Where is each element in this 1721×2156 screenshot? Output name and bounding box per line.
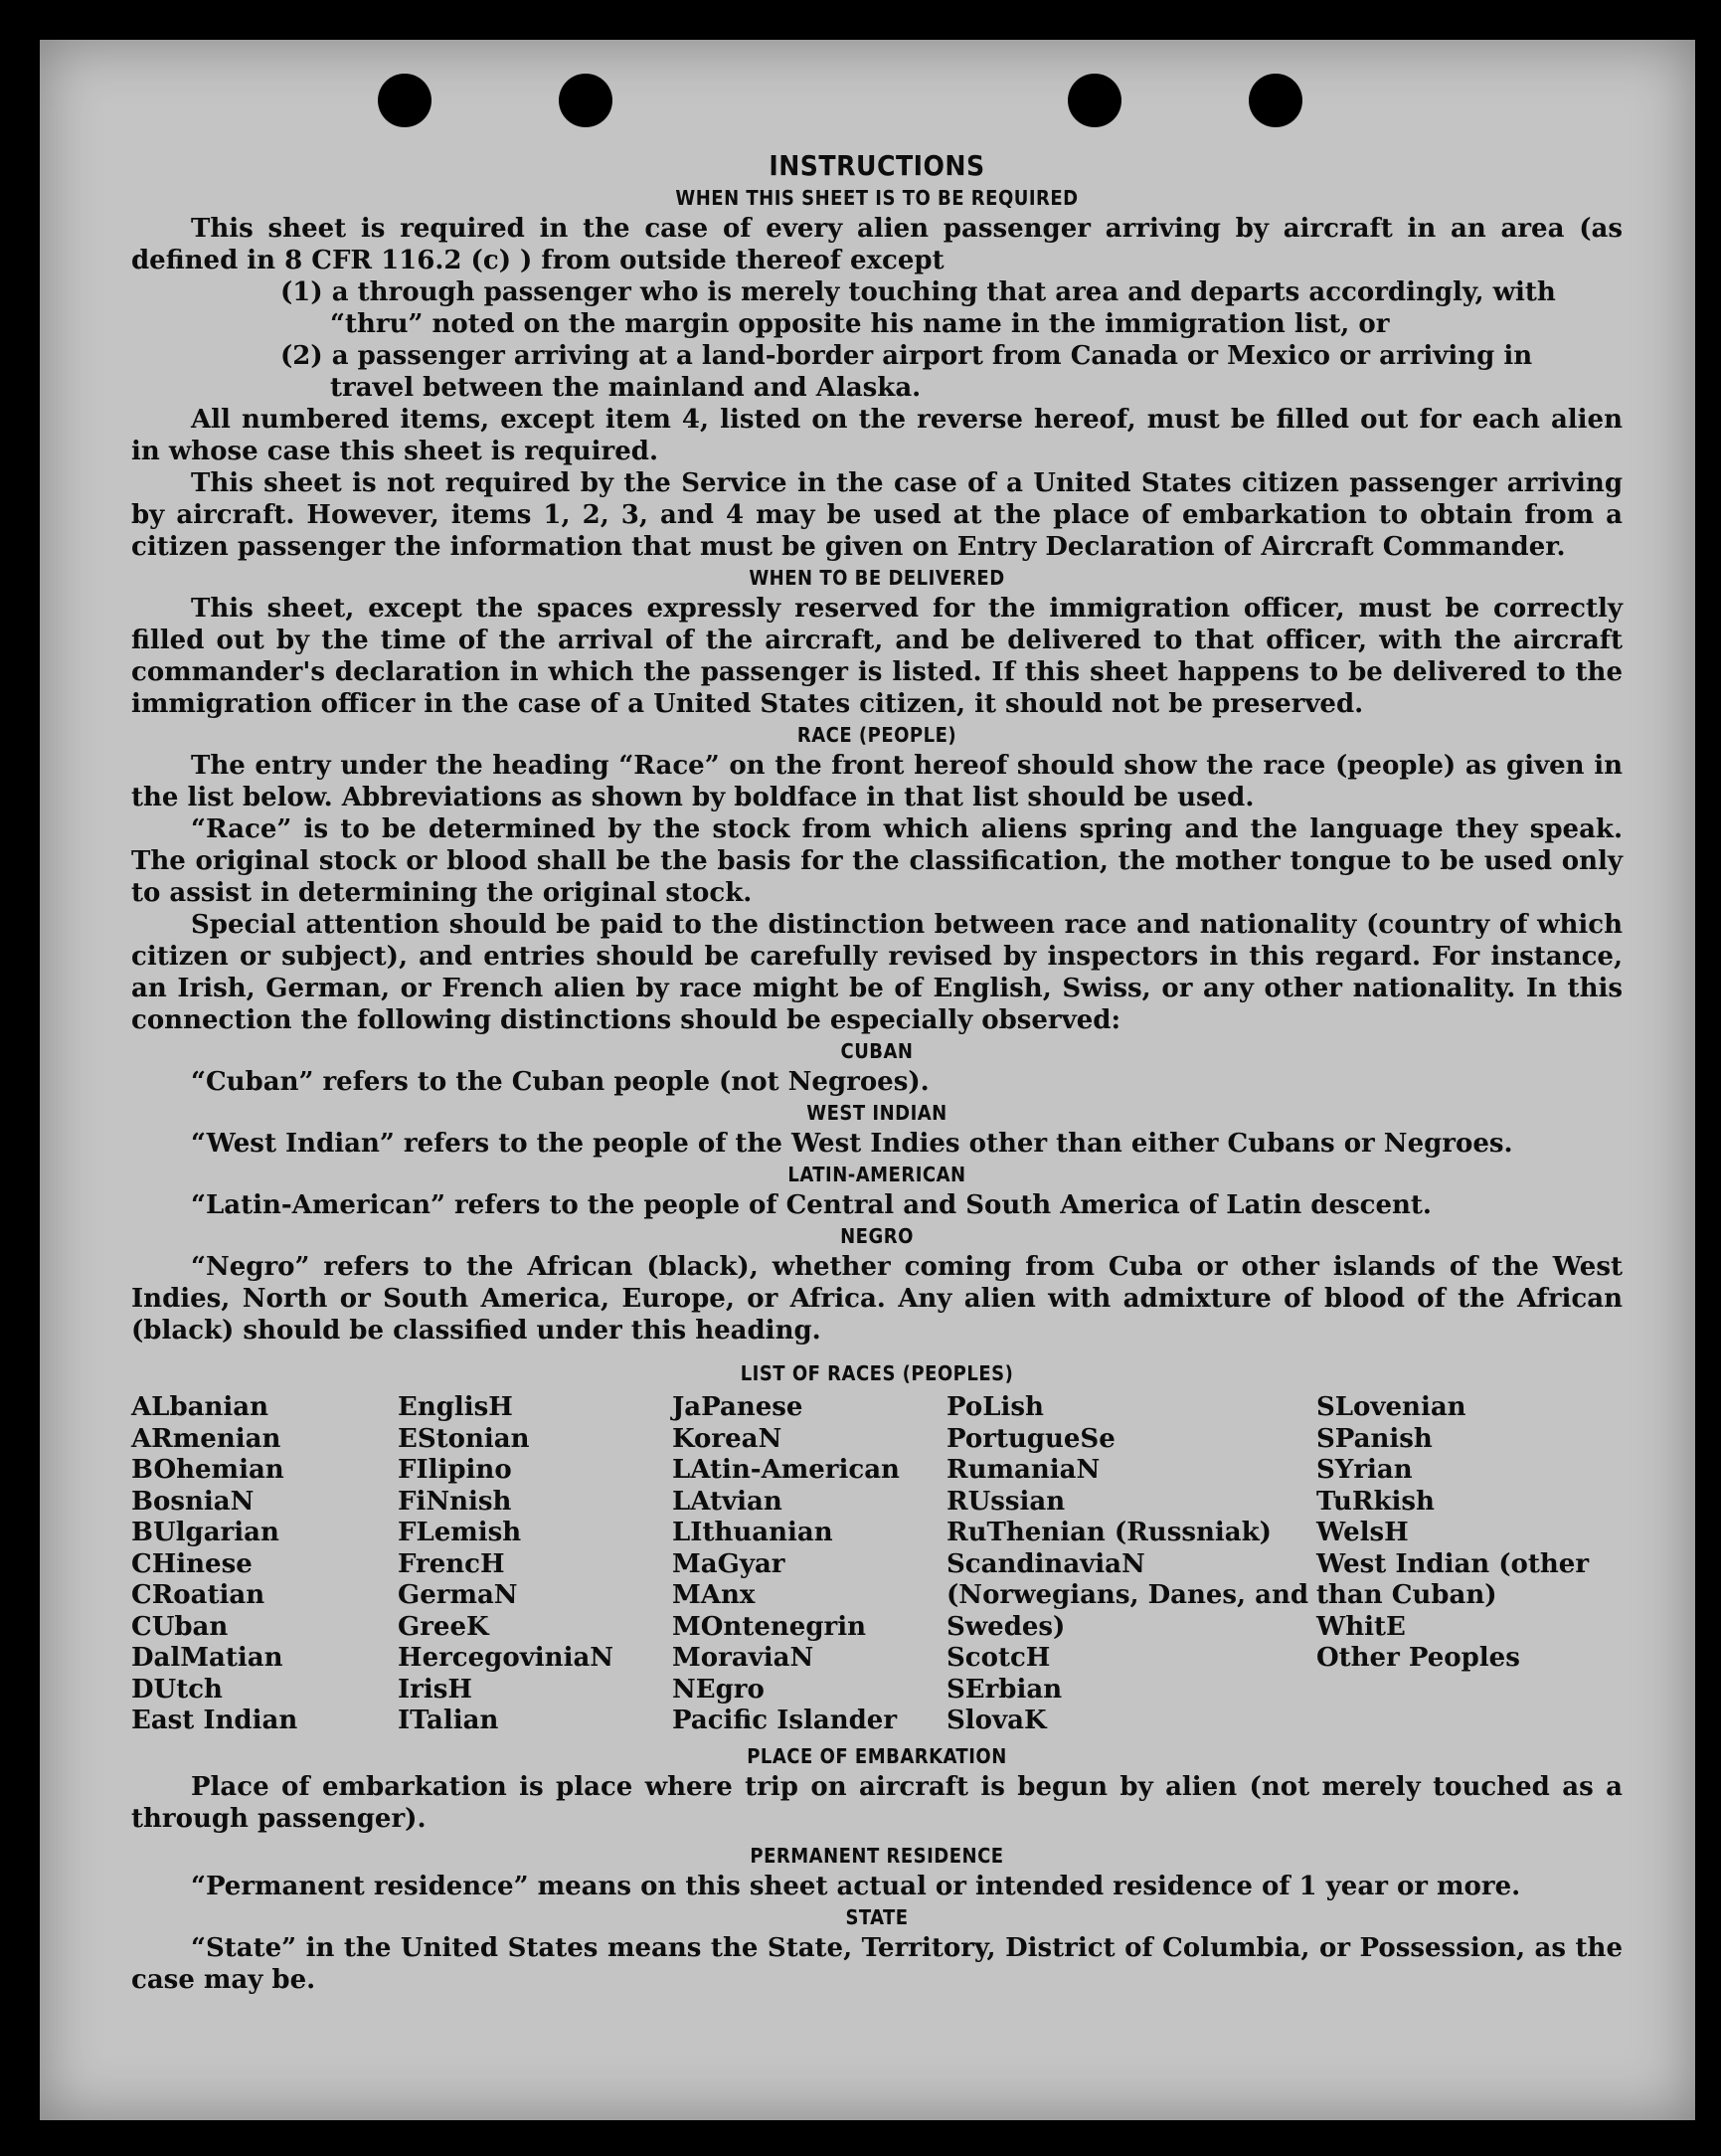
race-entry: ScandinaviaN (Norwegians, Danes, and Swedes) [947,1548,1309,1642]
paragraph: This sheet is not required by the Service in the case of a United States citizen passenger arriving by aircraft. However, items 1, 2, 3, and 4 may be used at the place of embarkation to obtain from a citizen passenger the information that must be given on Entry Declaration of Aircraft Commander. [131,468,1623,562]
race-column [672,1392,947,1737]
race-entry: SlovaK [947,1706,1047,1735]
section-heading-residence: PERMANENT RESIDENCE [750,1843,1004,1868]
race-entry: RuThenian (Russniak) [947,1518,1272,1547]
definition: “Cuban” refers to the Cuban people (not Negroes). [191,1067,930,1097]
punch-hole [1249,74,1302,127]
race-entry: BUlgarian [131,1518,279,1547]
subheading-west-indian: WEST INDIAN [806,1101,947,1125]
race-entry: BOhemian [131,1455,284,1485]
race-entry: FiNnish [398,1486,512,1517]
race-entry: ARmenian [131,1423,281,1454]
race-column [131,1392,398,1737]
exception-item: (1) a through passenger who is merely touching that area and departs accordingly, with “thru” noted on the margin opposite his name in the immigration list, or [280,277,1556,339]
race-entry: WhitE [1316,1611,1406,1642]
race-entry: DalMatian [131,1643,283,1673]
race-column [1316,1392,1615,1737]
race-entry: GermaN [398,1580,518,1610]
race-entry: Pacific Islander [672,1706,898,1735]
race-entry: ITalian [398,1706,499,1735]
race-entry: EStonian [398,1423,530,1454]
subheading-negro: NEGRO [840,1224,914,1248]
race-entry: MaGyar [672,1548,785,1579]
race-entry: Other Peoples [1316,1643,1520,1673]
punch-hole [378,74,431,127]
race-entry: MOntenegrin [672,1611,866,1642]
section-heading-state: STATE [845,1904,909,1929]
race-entry: FrencH [398,1548,505,1579]
race-entry: KoreaN [672,1423,782,1454]
paragraph: This sheet, except the spaces expressly reserved for the immigration officer, must be correctly filled out by the time of the arrival of the aircraft, and be delivered to that officer, with the aircraft commander's declaration in which the passenger is listed. If this sheet happens to be delivered to the immigration officer in the case of a United States citizen, it should not be preserved. [131,594,1623,719]
paragraph: All numbered items, except item 4, listed on the reverse hereof, must be filled out for each alien in whose case this sheet is required. [131,405,1623,466]
definition: “Latin-American” refers to the people of Central and South America of Latin descent. [191,1190,1432,1220]
race-column [947,1392,1316,1737]
race-entry: SLovenian [1316,1392,1466,1422]
race-entry: SErbian [947,1674,1063,1705]
paragraph: “Permanent residence” means on this sheet actual or intended residence of 1 year or more. [191,1871,1521,1901]
section-heading-race: RACE (PEOPLE) [796,723,957,747]
race-entry: NEgro [672,1674,765,1705]
race-entry: West Indian (other than Cuban) [1316,1548,1590,1610]
race-entry: LAtvian [672,1486,782,1517]
race-entry: DUtch [131,1674,223,1705]
definition: “Negro” refers to the African (black), whether coming from Cuba or other islands of the West Indies, North or South America, Europe, or Africa. Any alien with admixture of blood of the African (black) should be classified under this heading. [131,1252,1623,1346]
race-entry: BosniaN [131,1486,255,1517]
race-entry: WelsH [1316,1518,1409,1547]
race-entry: ScotcH [947,1643,1051,1673]
race-entry: MoraviaN [672,1643,814,1673]
race-column [398,1392,672,1737]
punch-hole [559,74,612,127]
race-entry: IrisH [398,1674,472,1705]
race-entry: SYrian [1316,1455,1413,1485]
instructions-body [131,149,1623,1996]
paragraph: “Race” is to be determined by the stock from which aliens spring and the language they speak. The original stock or blood shall be the basis for the classification, the mother tongue to be used only to assist in determining the original stock. [131,814,1623,908]
race-entry: CHinese [131,1548,253,1579]
race-entry: HercegoviniaN [398,1643,614,1673]
race-entry: EnglisH [398,1392,513,1422]
section-heading-embarkation: PLACE OF EMBARKATION [747,1743,1007,1768]
section-heading-when-delivered: WHEN TO BE DELIVERED [749,566,1005,590]
race-entry: CUban [131,1611,229,1642]
race-entry: PoLish [947,1392,1044,1422]
race-entry: RumaniaN [947,1455,1101,1485]
document-sheet [40,40,1695,2120]
race-entry: MAnx [672,1580,756,1610]
paragraph: Special attention should be paid to the distinction between race and nationality (country of which citizen or subject), and entries should be carefully revised by inspectors in this regard. For instance, an Irish, German, or French alien by race might be of English, Swiss, or any other nationality. In this connection the following distinctions should be especially observed: [131,910,1623,1035]
race-entry: East Indian [131,1706,298,1735]
list-of-races-heading: LIST OF RACES (PEOPLES) [740,1361,1014,1385]
race-entry: GreeK [398,1611,489,1642]
race-list [131,1392,1623,1737]
paragraph: This sheet is required in the case of every alien passenger arriving by aircraft in an area (as defined in 8 CFR 116.2 (c) ) from outside thereof except [131,214,1623,275]
page-title: INSTRUCTIONS [769,149,985,182]
race-entry: JaPanese [672,1392,803,1422]
exception-item: (2) a passenger arriving at a land-border airport from Canada or Mexico or arriving in travel between the mainland and Alaska. [280,341,1533,403]
section-heading-when-required: WHEN THIS SHEET IS TO BE REQUIRED [675,186,1079,210]
race-entry: CRoatian [131,1580,265,1610]
race-entry: TuRkish [1316,1486,1435,1517]
race-entry: ALbanian [131,1392,269,1422]
punch-hole [1068,74,1121,127]
paragraph: “State” in the United States means the State, Territory, District of Columbia, or Possession, as the case may be. [131,1932,1623,1995]
race-entry: FLemish [398,1518,522,1547]
race-entry: PortugueSe [947,1423,1116,1454]
subheading-cuban: CUBAN [840,1039,914,1063]
paragraph: Place of embarkation is place where trip on aircraft is begun by alien (not merely touched as a through passenger). [131,1771,1623,1834]
subheading-latin-american: LATIN-AMERICAN [787,1163,966,1186]
paragraph: The entry under the heading “Race” on the front hereof should show the race (people) as given in the list below. Abbreviations as shown by boldface in that list should be used. [131,751,1623,812]
race-entry: RUssian [947,1486,1066,1517]
definition: “West Indian” refers to the people of the West Indies other than either Cubans or Negroes. [191,1129,1513,1159]
race-entry: LAtin-American [672,1455,900,1485]
race-entry: LIthuanian [672,1518,833,1547]
race-entry: SPanish [1316,1423,1433,1454]
race-entry: FIlipino [398,1455,512,1485]
